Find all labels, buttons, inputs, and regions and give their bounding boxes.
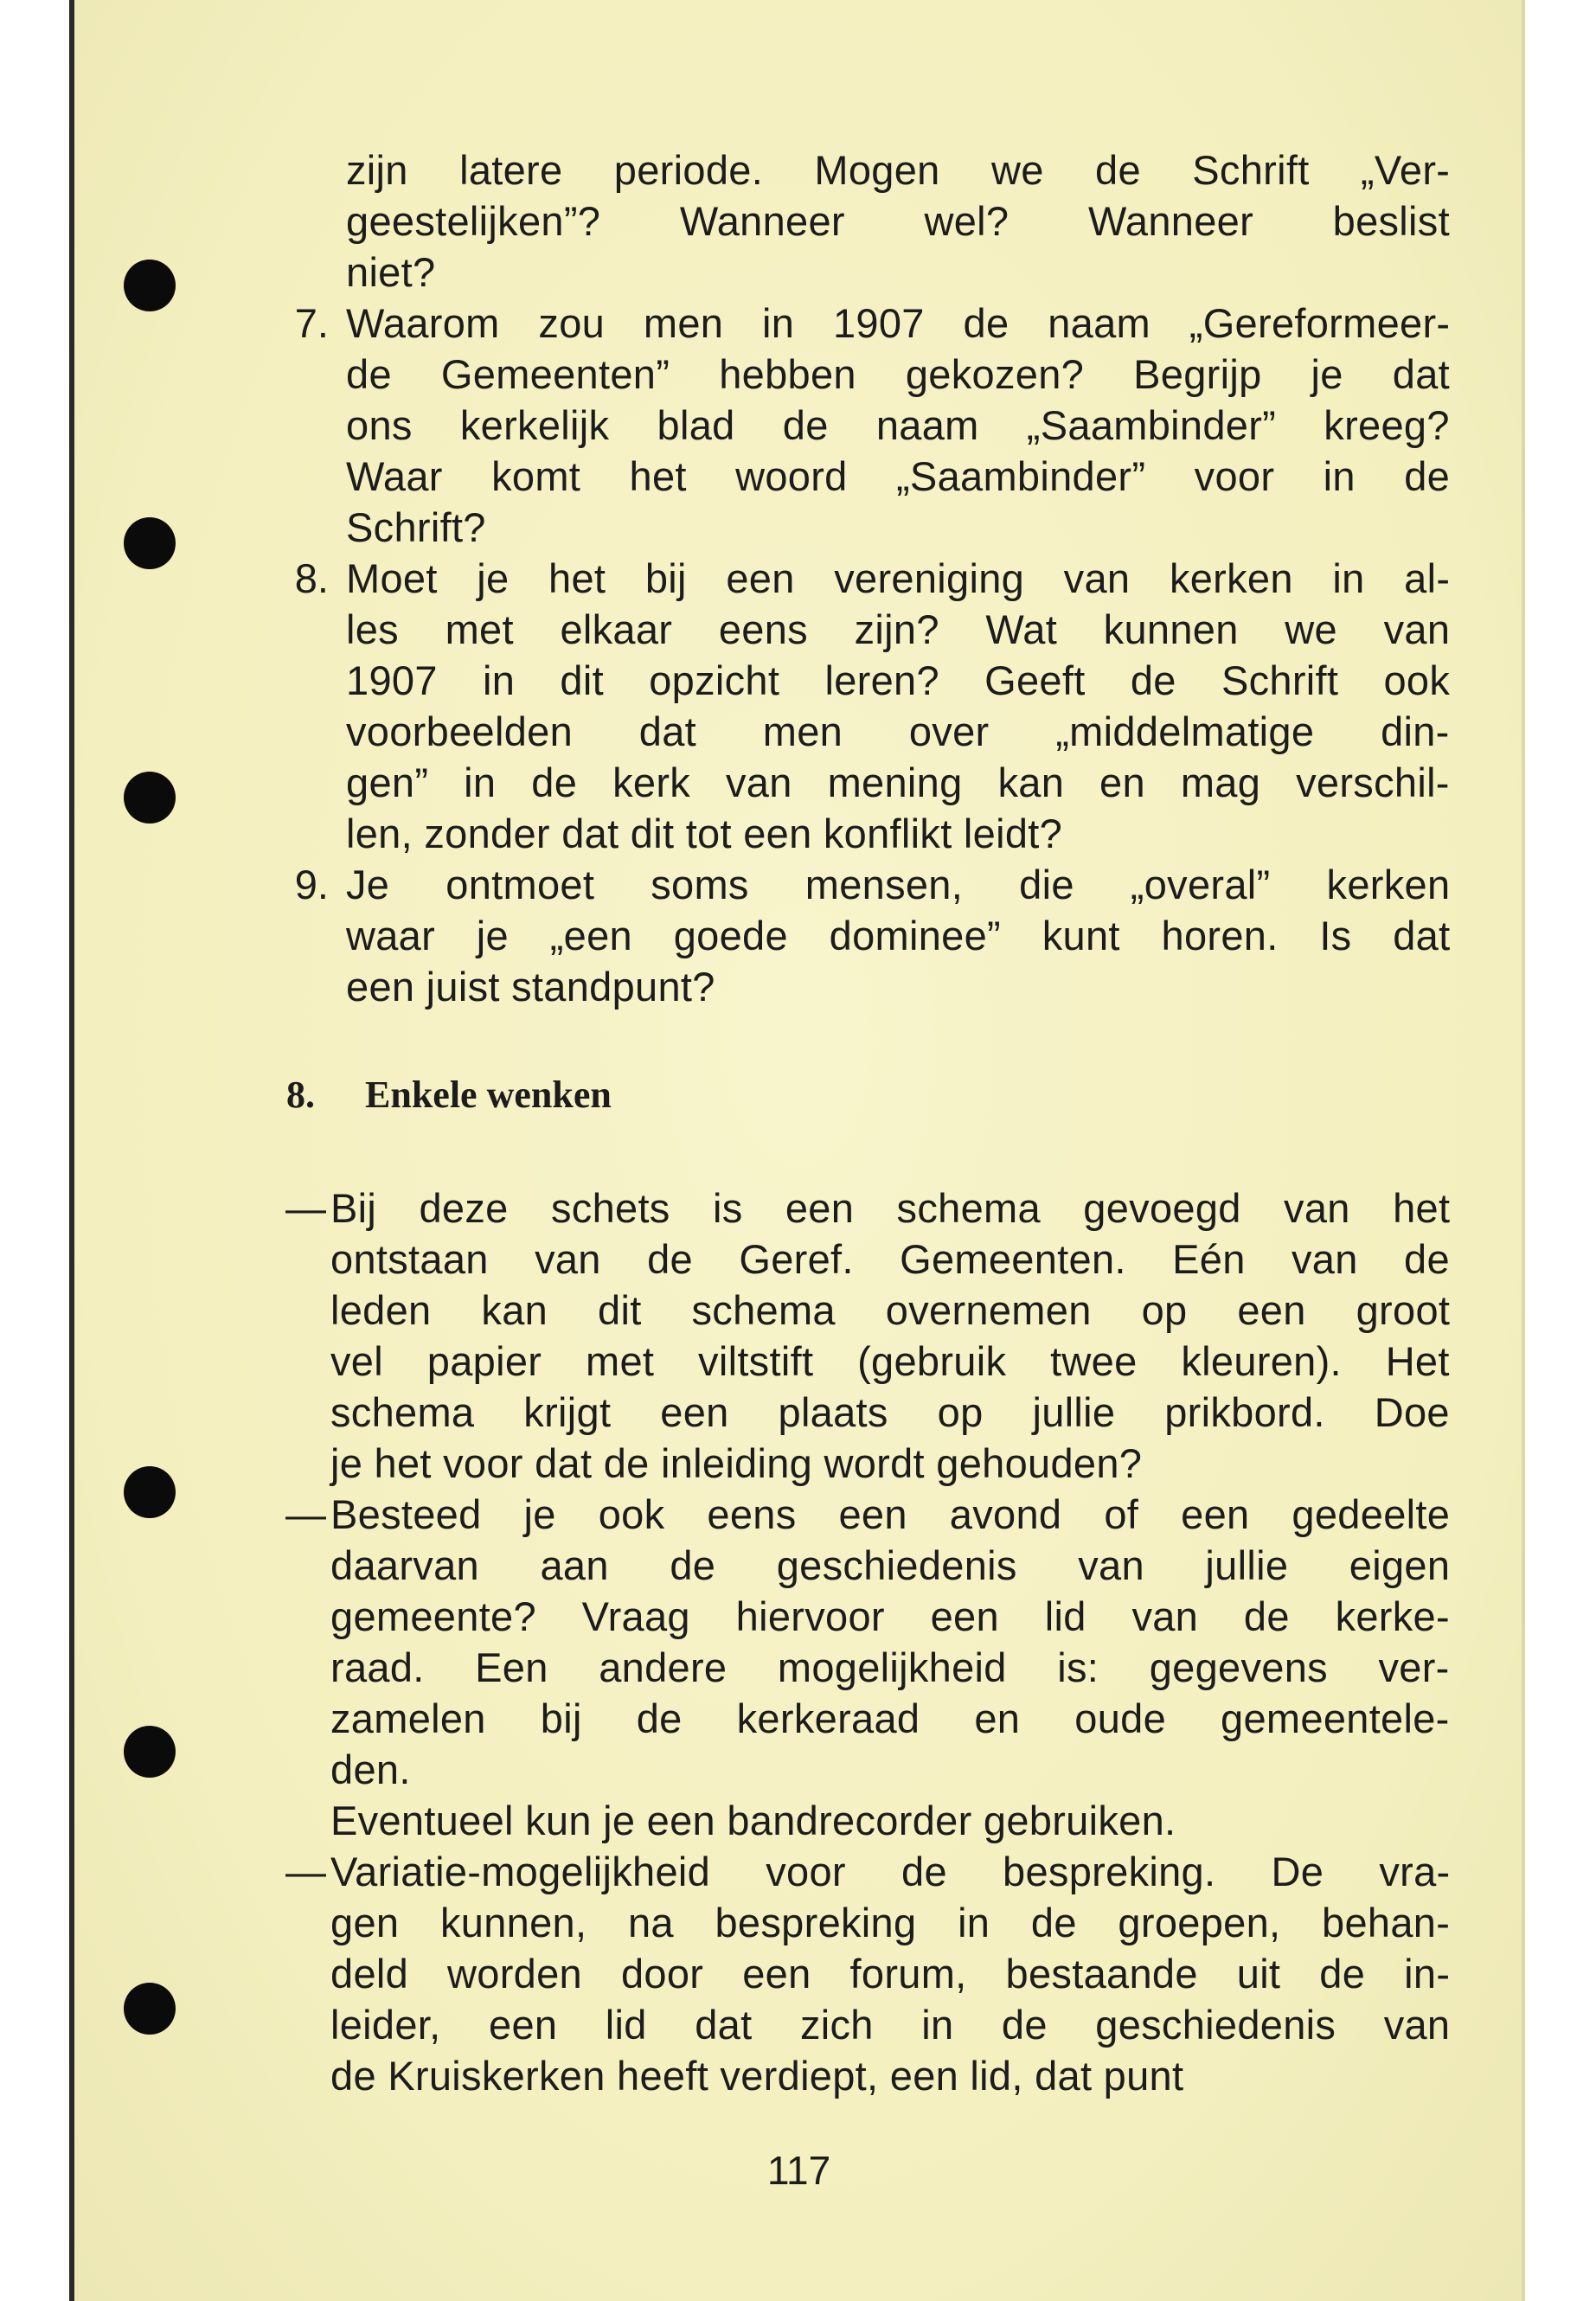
question-number: 7. [294,300,329,346]
text-line: 1907 in dit opzicht leren? Geeft de Schrift ook [346,657,1451,703]
text-line: gen kunnen, na bespreking in de groepen, behan- [330,1900,1451,1945]
punch-hole [124,517,176,569]
dash-bullet: — [285,1849,326,1894]
text-line: Schrift? [346,504,486,550]
text-line: leden kan dit schema overnemen op een groot [330,1287,1451,1333]
text-line: Waarom zou men in 1907 de naam „Gereformeer- [346,300,1451,346]
question-number: 8. [294,555,329,601]
text-line: den. [330,1747,411,1792]
text-line: gen” in de kerk van mening kan en mag verschil- [346,760,1450,805]
page-number: 117 [766,2148,831,2193]
text-line: Waar komt het woord „Saambinder” voor in de [346,453,1451,499]
text-line: raad. Een andere mogelijkheid is: gegevens ver- [330,1644,1450,1690]
text-line: leider, een lid dat zich in de geschiedenis van [330,2002,1451,2048]
punch-hole [124,1466,176,1518]
text-line: schema krijgt een plaats op jullie prikbord. Doe [330,1389,1450,1435]
text-line: de Gemeenten” hebben gekozen? Begrijp je dat [346,351,1450,397]
page-right-edge [1522,0,1525,2301]
text-line: ons kerkelijk blad de naam „Saambinder” kreeg? [346,402,1450,448]
text-line: je het voor dat de inleiding wordt gehouden? [330,1440,1143,1486]
text-line: geestelijken”? Wanneer wel? Wanneer beslist [346,198,1450,244]
text-line: les met elkaar eens zijn? Wat kunnen we van [346,606,1451,652]
text-line: niet? [346,249,436,295]
punch-hole [124,260,176,311]
text-line: voorbeelden dat men over „middelmatige din- [346,708,1450,754]
text-line: Variatie-mogelijkheid voor de bespreking. De vra- [330,1849,1451,1894]
section-number: 8. [286,1074,315,1116]
text-line: de Kruiskerken heeft verdiept, een lid, dat punt [330,2053,1184,2099]
dash-bullet: — [285,1491,326,1537]
text-line: daarvan aan de geschiedenis van jullie eigen [330,1542,1451,1588]
question-number: 9. [294,862,329,907]
text-line: Eventueel kun je een bandrecorder gebruiken. [330,1798,1176,1843]
text-line: Besteed je ook eens een avond of een gedeelte [330,1491,1451,1537]
text-line: vel papier met viltstift (gebruik twee kleuren). Het [330,1338,1450,1384]
book-page [74,0,1523,2301]
text-line: zamelen bij de kerkeraad en oude gemeentele- [330,1695,1450,1741]
text-line: gemeente? Vraag hiervoor een lid van de kerke- [330,1593,1450,1639]
text-line: ontstaan van de Geref. Gemeenten. Eén van de [330,1236,1450,1282]
text-line: Je ontmoet soms mensen, die „overal” kerken [346,862,1451,907]
text-line: Bij deze schets is een schema gevoegd van het [330,1185,1451,1231]
text-line: zijn latere periode. Mogen we de Schrift „Ver- [346,147,1451,193]
text-line: Moet je het bij een vereniging van kerken in al- [346,555,1451,601]
section-title: Enkele wenken [365,1074,612,1116]
text-line: deld worden door een forum, bestaande uit de in- [330,1951,1451,1997]
dash-bullet: — [285,1185,326,1231]
text-line: len, zonder dat dit tot een konflikt leidt? [346,811,1063,856]
text-line: waar je „een goede dominee” kunt horen. Is dat [346,913,1451,958]
text-line: een juist standpunt? [346,964,715,1009]
punch-hole [124,1726,176,1778]
punch-hole [124,772,176,824]
punch-hole [124,1983,176,2035]
